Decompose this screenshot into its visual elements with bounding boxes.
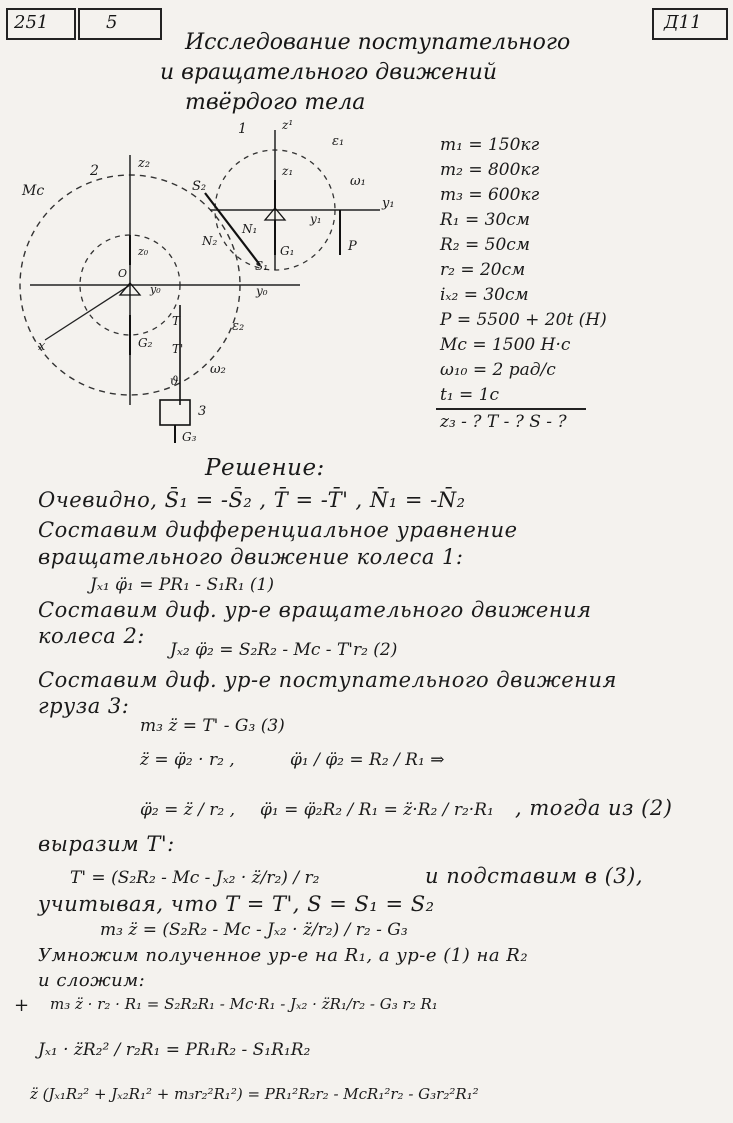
mechanism-diagram [10, 115, 430, 445]
label-z1-top: z¹ [282, 118, 294, 132]
label-y0-near: y₀ [150, 283, 161, 296]
plus-sign: + [14, 995, 30, 1016]
label-T: T [172, 314, 181, 328]
equation-2: Jₓ₂ φ̈₂ = S₂R₂ - Mc - T'r₂ (2) [170, 640, 398, 660]
given-w10: ω₁₀ = 2 рад/с [440, 360, 556, 380]
solution-line-1: Очевидно, S̄₁ = -S̄₂ , T̄ = -T̄' , N̄₁ = -N̄₂ [38, 488, 466, 512]
equation-9: Jₓ₁ · z̈R₂² / r₂R₁ = PR₁R₂ - S₁R₁R₂ [38, 1040, 311, 1060]
load-3 [160, 400, 190, 425]
label-N2: N₂ [202, 234, 218, 248]
given-t1: t₁ = 1с [440, 385, 500, 405]
given-R2: R₂ = 50см [440, 235, 530, 255]
label-x: x [38, 339, 46, 354]
equation-5c: , тогда из (2) [515, 796, 673, 820]
label-y1-far: y₁ [382, 196, 395, 211]
equation-10: z̈ (Jₓ₁R₂² + Jₓ₂R₁² + m₃r₂²R₁²) = PR₁²R₂r₂ - McR₁²r₂ - G₃r₂²R₁² [30, 1085, 479, 1103]
label-z1: z₁ [282, 164, 294, 178]
solution-line-9: учитывая, что T = T', S = S₁ = S₂ [38, 892, 435, 916]
equation-5a: φ̈₂ = z̈ / r₂ , [140, 800, 236, 820]
label-y1-near: y₁ [310, 212, 322, 226]
given-find: z₃ - ? T - ? S - ? [440, 412, 567, 432]
equation-1: Jₓ₁ φ̈₁ = PR₁ - S₁R₁ (1) [90, 575, 275, 595]
given-r2: r₂ = 20см [440, 260, 526, 280]
solution-line-4: Составим диф. ур-е вращательного движения [38, 598, 592, 622]
label-y0-far: y₀ [256, 284, 268, 298]
solution-line-6: Составим диф. ур-е поступательного движения [38, 668, 617, 692]
task-code: Д11 [664, 12, 702, 33]
label-P: P [348, 239, 357, 254]
label-z0: z₀ [138, 245, 149, 258]
label-eps1: ε₁ [332, 134, 345, 149]
given-m3: m₃ = 600кг [440, 185, 540, 205]
variant-number: 5 [106, 12, 118, 33]
label-G3: G₃ [182, 430, 197, 444]
given-m2: m₂ = 800кг [440, 160, 540, 180]
solution-line-3: вращательного движение колеса 1: [38, 545, 464, 569]
given-divider [436, 408, 586, 410]
label-T-prime: T' [172, 342, 184, 356]
task-number: 251 [14, 12, 49, 33]
label-N1: N₁ [242, 222, 258, 236]
label-v: ϑ [170, 374, 179, 388]
label-w1: ω₁ [350, 174, 366, 189]
solution-line-7: груза 3: [38, 694, 130, 718]
label-wheel-1: 1 [238, 121, 247, 137]
label-z2: z₂ [138, 156, 151, 171]
label-eps2: ε₂ [232, 319, 245, 334]
given-Mc: Mc = 1500 Н·с [440, 335, 571, 355]
given-m1: m₁ = 150кг [440, 135, 540, 155]
solution-heading: Решение: [205, 455, 325, 481]
label-O: O [118, 267, 128, 280]
equation-5b: φ̈₁ = φ̈₂R₂ / R₁ = z̈·R₂ / r₂·R₁ [260, 800, 494, 820]
label-load-3: 3 [198, 404, 207, 419]
equation-4a: z̈ = φ̈₂ · r₂ , [140, 750, 235, 770]
equation-6b: и подставим в (3), [425, 864, 644, 888]
given-P: P = 5500 + 20t (Н) [440, 310, 607, 330]
equation-6: T' = (S₂R₂ - Mc - Jₓ₂ · z̈/r₂) / r₂ [70, 868, 320, 888]
given-R1: R₁ = 30см [440, 210, 530, 230]
label-wheel-2: 2 [90, 163, 99, 179]
equation-4b: φ̈₁ / φ̈₂ = R₂ / R₁ ⇒ [290, 750, 445, 770]
label-G1: G₁ [280, 244, 295, 258]
title-line-3: твёрдого тела [185, 90, 366, 115]
label-S2: S₂ [192, 179, 207, 194]
label-S1: S₁ [255, 259, 269, 273]
solution-line-8: выразим T': [38, 832, 175, 856]
equation-8: m₃ z̈ · r₂ · R₁ = S₂R₂R₁ - Mc·R₁ - Jₓ₂ · z̈R₁/r₂ - G₃ r₂ R₁ [50, 995, 438, 1013]
label-G2: G₂ [138, 336, 153, 350]
solution-line-2: Составим дифференциальное уравнение [38, 518, 518, 542]
solution-line-10: Умножим полученное ур-е на R₁, а ур-е (1) на R₂ [38, 945, 529, 966]
equation-7: m₃ z̈ = (S₂R₂ - Mc - Jₓ₂ · z̈/r₂) / r₂ - G₃ [100, 920, 408, 940]
equation-3: m₃ z̈ = T' - G₃ (3) [140, 716, 285, 736]
title-line-1: Исследование поступательного [185, 30, 571, 55]
label-Mc: Mc [22, 183, 45, 199]
solution-line-5: колеса 2: [38, 624, 145, 648]
given-ix2: iₓ₂ = 30см [440, 285, 529, 305]
solution-line-11: и сложим: [38, 970, 146, 991]
label-w2: ω₂ [210, 362, 226, 377]
title-line-2: и вращательного движений [160, 60, 498, 85]
variant-box [78, 8, 162, 40]
